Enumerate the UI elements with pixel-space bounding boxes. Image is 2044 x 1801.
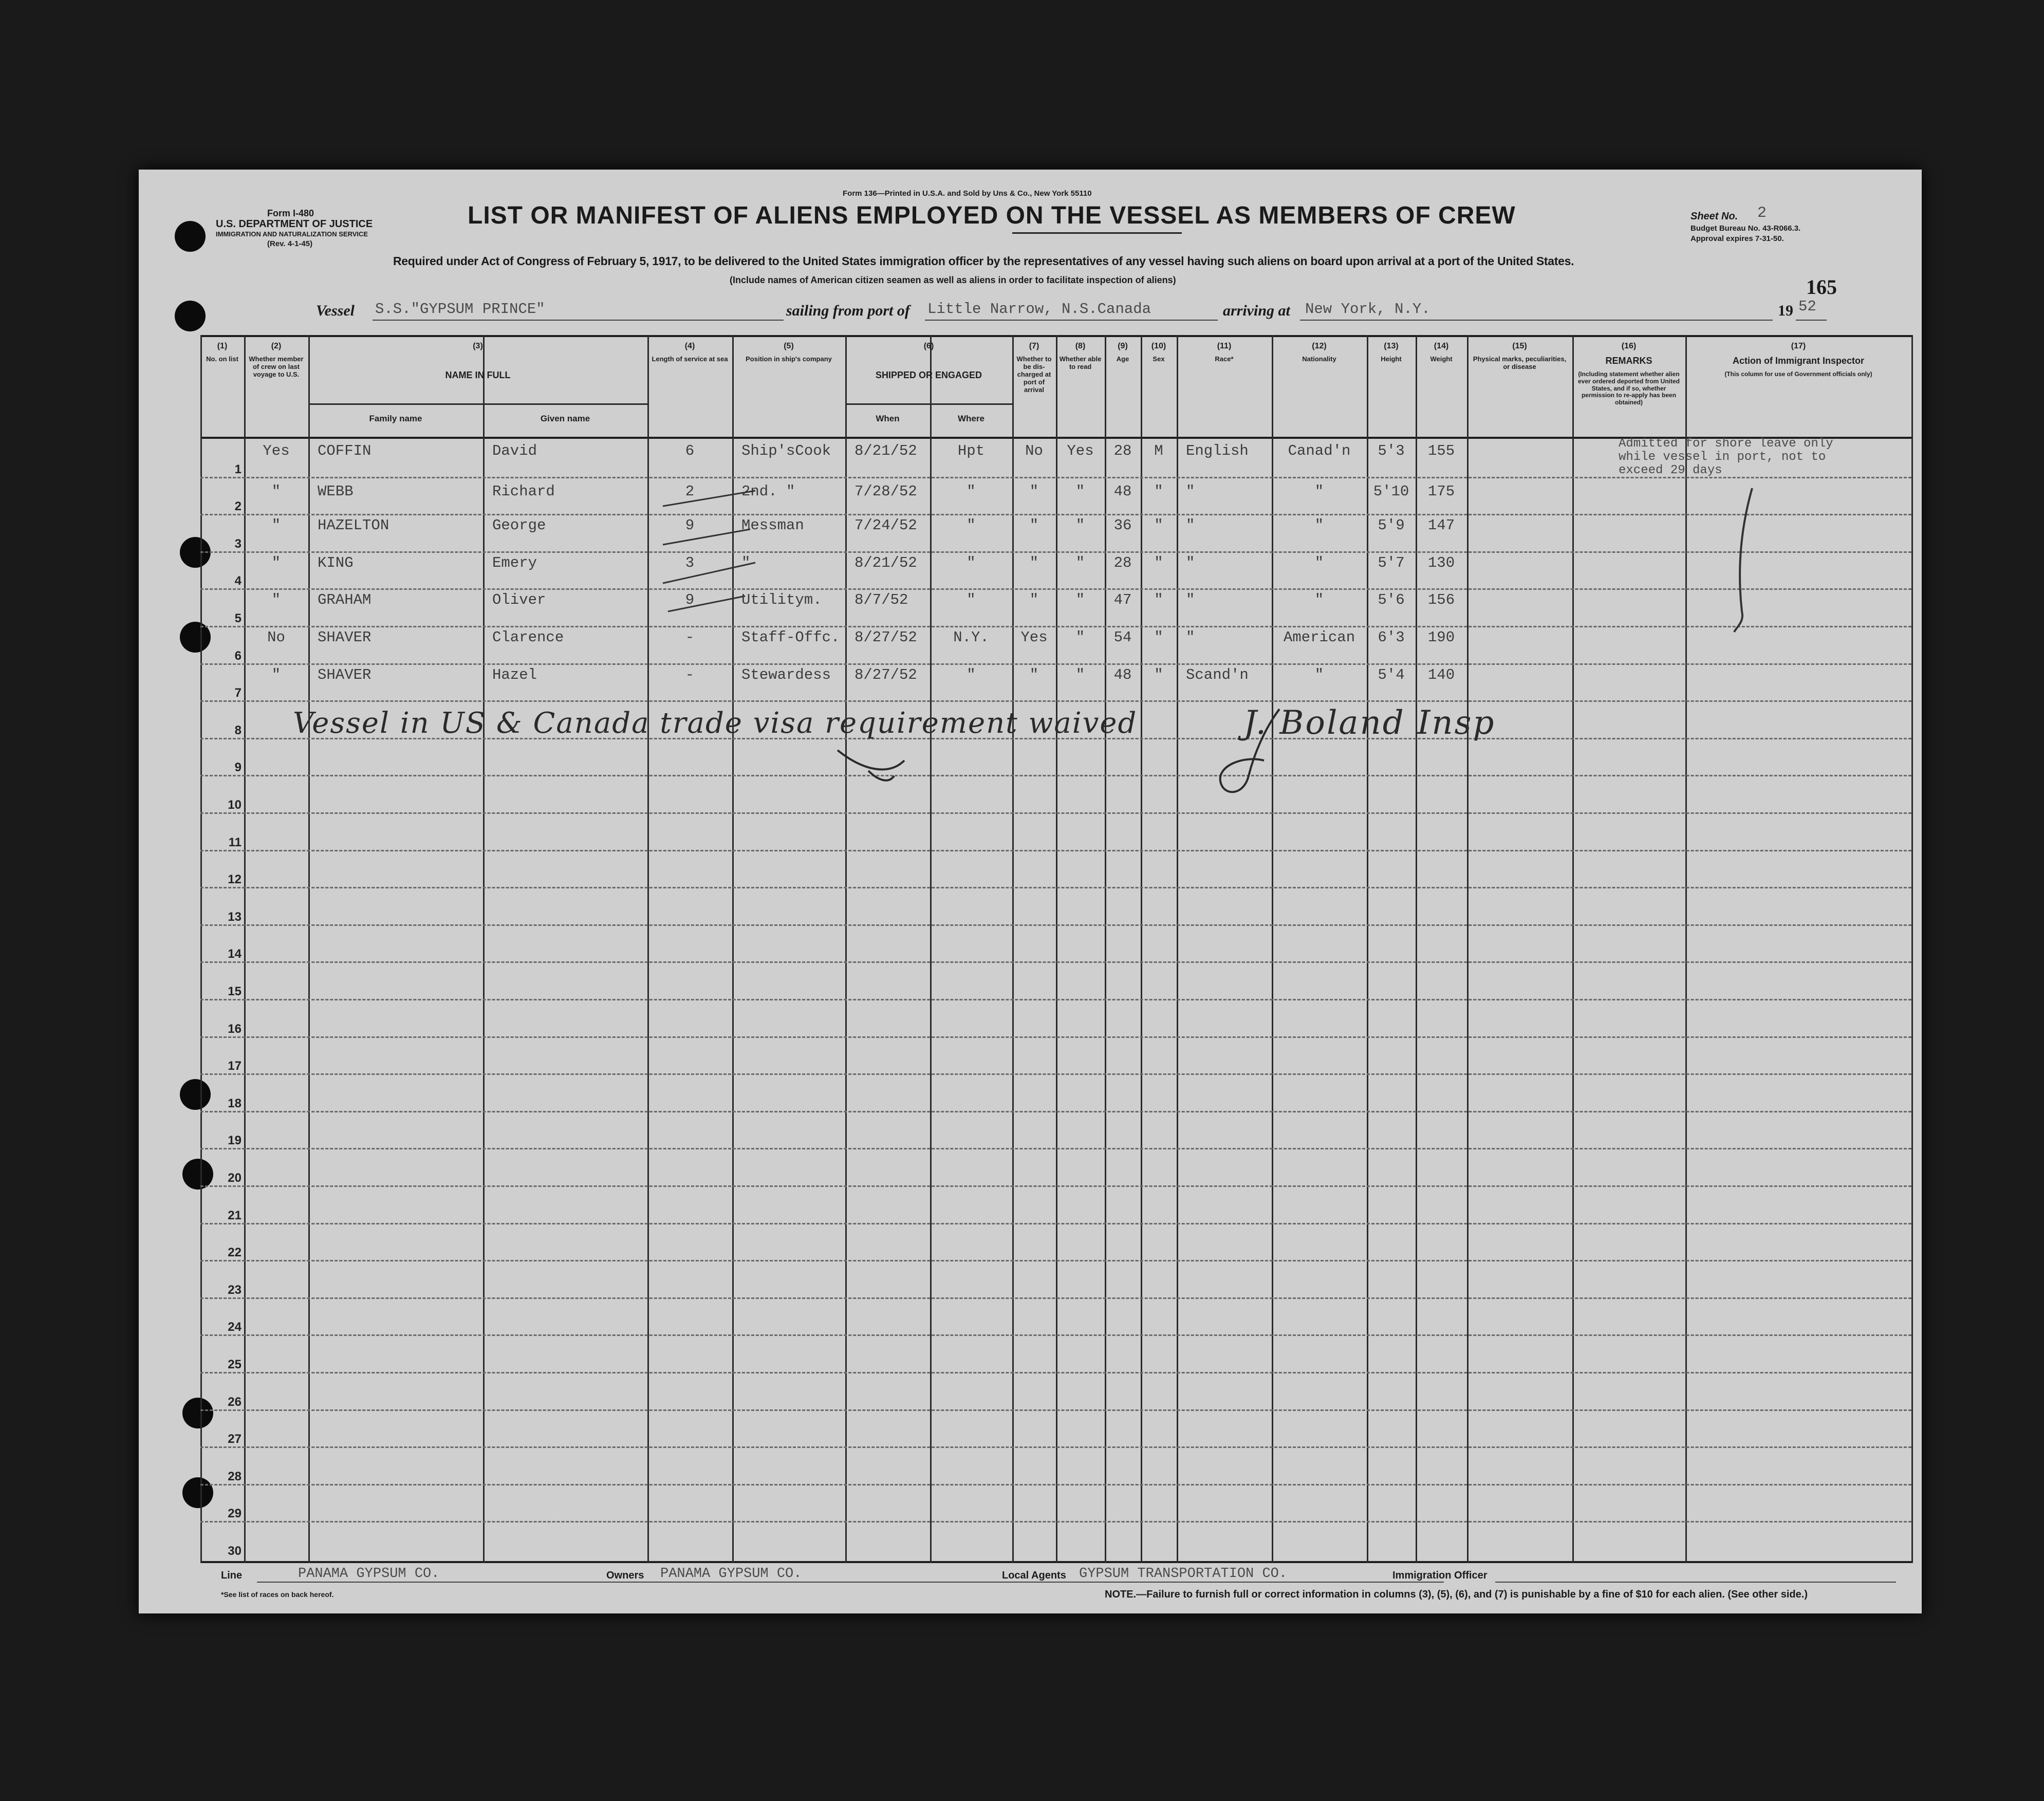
cell-position: Messman [741, 517, 804, 534]
cell-weight: 175 [1427, 482, 1455, 500]
service-column-marks [653, 447, 874, 617]
row-number: 7 [234, 686, 241, 700]
cell-service: - [685, 666, 695, 683]
row-number: 28 [228, 1469, 241, 1483]
remarks-line-3: exceed 29 days [1619, 463, 1722, 477]
cell-height: 5'4 [1378, 666, 1405, 683]
row-number: 19 [228, 1134, 241, 1148]
column-sublabel: Given name [540, 414, 590, 423]
approval-line: Approval expires 7-31-50. [1690, 234, 1784, 243]
column-number: (2) [271, 342, 282, 350]
cell-when: 8/7/52 [854, 591, 908, 609]
line-label: Line [221, 1570, 243, 1581]
cell-given: Hazel [492, 666, 537, 683]
cell-sex: " [1154, 517, 1163, 534]
cell-where: " [967, 482, 976, 500]
column-label: REMARKS [1605, 356, 1652, 366]
manifest-sheet [139, 170, 1922, 1613]
punch-hole [175, 221, 206, 252]
cell-position: Utilitym. [741, 591, 822, 609]
printer-line: Form 136—Printed in U.S.A. and Sold by Uns & Co., New York 55110 [843, 189, 1092, 198]
cell-service: 6 [685, 442, 695, 459]
row-line [200, 551, 1911, 553]
sheet-number: 2 [1757, 205, 1767, 222]
cell-age: 48 [1113, 482, 1132, 500]
column-line [1685, 335, 1687, 1563]
row-number: 20 [228, 1171, 241, 1185]
cell-discharged: " [1029, 482, 1039, 500]
cell-race: " [1186, 517, 1195, 534]
line-value: PANAMA GYPSUM CO. [298, 1566, 440, 1582]
cell-read: " [1075, 482, 1085, 500]
column-number: (3) [473, 342, 483, 350]
cell-sex: " [1154, 629, 1163, 646]
cell-when: 8/21/52 [854, 442, 917, 459]
cell-sex: M [1154, 442, 1163, 459]
cell-height: 5'3 [1378, 442, 1405, 459]
row-line [200, 887, 1911, 888]
row-number: 1 [234, 462, 241, 476]
row-number: 10 [228, 798, 241, 812]
cell-given: Clarence [492, 629, 564, 646]
cell-service: 9 [685, 591, 695, 609]
cell-where: Hpt [957, 442, 985, 459]
cell-read: " [1075, 517, 1085, 534]
column-label: NAME IN FULL [445, 370, 511, 380]
cell-age: 47 [1113, 591, 1132, 609]
stamp-number: 165 [1806, 275, 1837, 299]
cell-read: Yes [1067, 442, 1094, 459]
column-number: (9) [1118, 342, 1128, 350]
cell-prev: No [267, 629, 285, 646]
sailing-label: sailing from port of [786, 302, 910, 319]
row-line [200, 588, 1911, 590]
row-line [200, 1185, 1911, 1187]
cell-when: 8/27/52 [854, 629, 917, 646]
row-line [200, 1073, 1911, 1075]
column-label: Sex [1153, 355, 1165, 363]
cell-weight: 147 [1427, 517, 1455, 534]
cell-race: Scand'n [1186, 666, 1249, 683]
cell-nationality: " [1314, 554, 1324, 571]
column-label: Action of Immigrant Inspector [1732, 356, 1865, 366]
column-number: (7) [1029, 342, 1039, 350]
row-line [200, 1036, 1911, 1038]
cell-position: " [741, 554, 751, 571]
cell-age: 54 [1113, 629, 1132, 646]
row-number: 12 [228, 872, 241, 887]
row-number: 30 [228, 1544, 241, 1558]
column-note: (Including statement whether alien ever ordered deported from United States, and if so, whether permission to re-apply has been obtained) [1577, 370, 1680, 406]
cell-sex: " [1154, 554, 1163, 571]
row-line [200, 1409, 1911, 1411]
row-number: 8 [234, 723, 241, 737]
cell-read: " [1075, 554, 1085, 571]
cell-position: 2nd. " [741, 482, 795, 500]
row-number: 6 [234, 648, 241, 663]
departure-port: Little Narrow, N.S.Canada [927, 301, 1151, 318]
row-number: 15 [228, 985, 241, 998]
vessel-name: S.S."GYPSUM PRINCE" [375, 301, 545, 318]
column-number: (8) [1075, 342, 1086, 350]
cell-family: WEBB [318, 482, 354, 500]
inspector-signature: J. Boland Insp [1243, 704, 1496, 742]
cell-when: 8/27/52 [854, 666, 917, 683]
column-label: No. on list [206, 355, 238, 363]
row-number: 17 [228, 1059, 241, 1073]
row-line [200, 1372, 1911, 1373]
row-line [200, 812, 1911, 814]
cell-race: " [1186, 554, 1195, 571]
column-line [483, 335, 485, 1563]
cell-position: Ship'sCook [741, 442, 831, 459]
owners-label: Owners [606, 1570, 644, 1581]
column-label: Whether member of crew on last voyage to U.S. [249, 355, 304, 378]
cell-weight: 155 [1427, 442, 1455, 459]
vessel-label: Vessel [316, 302, 355, 319]
column-number: (10) [1151, 342, 1166, 350]
column-number: (1) [217, 342, 228, 350]
subheader-rule [845, 403, 1012, 405]
cell-position: Stewardess [741, 666, 831, 683]
column-label: SHIPPED OR ENGAGED [875, 370, 982, 380]
column-line [308, 335, 310, 1563]
budget-line: Budget Bureau No. 43-R066.3. [1690, 224, 1801, 233]
column-sublabel: Where [958, 414, 984, 423]
cell-family: KING [318, 554, 354, 571]
cell-family: SHAVER [318, 666, 371, 683]
column-number: (13) [1384, 342, 1399, 350]
cell-when: 8/21/52 [854, 554, 917, 571]
column-number: (14) [1434, 342, 1449, 350]
row-number: 21 [228, 1208, 241, 1222]
department: U.S. DEPARTMENT OF JUSTICE [216, 218, 373, 230]
row-line [200, 663, 1911, 665]
sheet-label: Sheet No. [1690, 211, 1738, 222]
cell-weight: 156 [1427, 591, 1455, 609]
owners-value: PANAMA GYPSUM CO. [660, 1566, 802, 1582]
cell-height: 5'6 [1378, 591, 1405, 609]
cell-service: 9 [685, 517, 695, 534]
row-line [200, 514, 1911, 515]
cell-weight: 140 [1427, 666, 1455, 683]
column-label: Whether able to read [1059, 355, 1102, 370]
cell-where: " [967, 591, 976, 609]
handwritten-visa-note: Vessel in US & Canada trade visa requirement waived [293, 707, 1138, 740]
cell-where: " [967, 554, 976, 571]
signature-loop [1213, 699, 1295, 802]
cell-prev: " [271, 666, 281, 683]
column-line [1177, 335, 1178, 1563]
cell-race: " [1186, 629, 1195, 646]
row-number: 2 [234, 499, 241, 514]
cell-discharged: " [1029, 591, 1039, 609]
column-line [1572, 335, 1574, 1563]
cell-nationality: " [1314, 591, 1324, 609]
year-prefix: 19 [1778, 302, 1793, 319]
penalty-note: NOTE.—Failure to furnish full or correct information in columns (3), (5), (6), and (7) is punishable by a fine of $10 for each alien. (See other side.) [1105, 1589, 1808, 1600]
arrival-port: New York, N.Y. [1305, 301, 1430, 318]
cell-weight: 190 [1427, 629, 1455, 646]
cell-discharged: Yes [1020, 629, 1048, 646]
cell-age: 36 [1113, 517, 1132, 534]
cell-discharged: " [1029, 554, 1039, 571]
row-line [200, 961, 1911, 963]
column-number: (17) [1791, 342, 1806, 350]
row-line [200, 999, 1911, 1000]
cell-prev: " [271, 482, 281, 500]
row-number: 5 [234, 611, 241, 625]
cell-where: N.Y. [953, 629, 989, 646]
row-number: 26 [228, 1395, 241, 1409]
column-label: Weight [1430, 355, 1453, 363]
cell-read: " [1075, 666, 1085, 683]
cell-discharged: No [1025, 442, 1043, 459]
row-number: 29 [228, 1507, 241, 1521]
form-title: LIST OR MANIFEST OF ALIENS EMPLOYED ON THE VESSEL AS MEMBERS OF CREW [468, 202, 1516, 229]
row-line [200, 1521, 1911, 1523]
arriving-label: arriving at [1223, 302, 1290, 319]
cell-given: Richard [492, 482, 555, 500]
column-number: (6) [923, 342, 934, 350]
row-number: 23 [228, 1283, 241, 1297]
cell-family: SHAVER [318, 629, 371, 646]
row-line [200, 775, 1911, 776]
row-number: 16 [228, 1022, 241, 1036]
cell-discharged: " [1029, 666, 1039, 683]
cell-height: 6'3 [1378, 629, 1405, 646]
cell-nationality: " [1314, 517, 1324, 534]
cell-service: 2 [685, 482, 695, 500]
column-label: Length of service at sea [652, 355, 728, 363]
cell-where: " [967, 666, 976, 683]
row-number: 11 [228, 835, 241, 849]
cell-given: George [492, 517, 546, 534]
column-number: (16) [1621, 342, 1637, 350]
cell-given: Emery [492, 554, 537, 571]
form-subtitle-2: (Include names of American citizen seamen as well as aliens in order to facilitate inspection of aliens) [730, 275, 1176, 285]
agents-label: Local Agents [1002, 1570, 1066, 1581]
cell-nationality: American [1283, 629, 1355, 646]
row-line [200, 1484, 1911, 1486]
form-rev: (Rev. 4-1-45) [267, 239, 313, 248]
column-line [200, 335, 202, 1563]
row-line [200, 1260, 1911, 1261]
column-sublabel: When [876, 414, 900, 423]
cell-where: " [967, 517, 976, 534]
column-label: Nationality [1302, 355, 1336, 363]
form-subtitle: Required under Act of Congress of February 5, 1917, to be delivered to the United States immigration officer by the representatives of any vessel having such aliens on board upon arrival at a port of the United States. [393, 254, 1574, 268]
cell-weight: 130 [1427, 554, 1455, 571]
column-label: Physical marks, peculiarities, or disease [1473, 355, 1567, 370]
row-line [200, 924, 1911, 926]
cell-race: " [1186, 482, 1195, 500]
cell-read: " [1075, 629, 1085, 646]
row-line [200, 1223, 1911, 1224]
cell-family: HAZELTON [318, 517, 389, 534]
cell-sex: " [1154, 482, 1163, 500]
agents-value: GYPSUM TRANSPORTATION CO. [1079, 1566, 1288, 1582]
column-label: Position in ship's company [746, 355, 832, 363]
row-line [200, 700, 1911, 702]
cell-race: English [1186, 442, 1249, 459]
cell-when: 7/28/52 [854, 482, 917, 500]
row-number: 24 [228, 1320, 241, 1334]
column-number: (4) [684, 342, 695, 350]
row-line [200, 626, 1911, 627]
row-line [200, 1111, 1911, 1112]
column-line [1467, 335, 1469, 1563]
cell-age: 28 [1113, 442, 1132, 459]
cell-height: 5'9 [1378, 517, 1405, 534]
column-number: (15) [1512, 342, 1527, 350]
cell-given: David [492, 442, 537, 459]
cell-race: " [1186, 591, 1195, 609]
column-number: (11) [1217, 342, 1232, 350]
column-label: Whether to be dis-charged at port of arrival [1016, 355, 1052, 394]
row-number: 14 [228, 947, 241, 961]
cell-nationality: Canad'n [1288, 442, 1351, 459]
column-label: Age [1116, 355, 1129, 363]
column-number: (12) [1312, 342, 1327, 350]
punch-hole [175, 301, 206, 331]
column-label: Height [1381, 355, 1402, 363]
cell-family: COFFIN [318, 442, 371, 459]
remarks-line-1: Admitted for shore leave only [1619, 437, 1833, 451]
cell-nationality: " [1314, 482, 1324, 500]
inspector-bracket [1726, 483, 1768, 637]
cell-nationality: " [1314, 666, 1324, 683]
row-number: 27 [228, 1432, 241, 1446]
service: IMMIGRATION AND NATURALIZATION SERVICE [216, 230, 368, 238]
row-number: 9 [234, 760, 241, 775]
cell-discharged: " [1029, 517, 1039, 534]
row-line [200, 850, 1911, 851]
cell-service: - [685, 629, 695, 646]
races-note: *See list of races on back hereof. [221, 1590, 334, 1599]
remarks-line-2: while vessel in port, not to [1619, 450, 1826, 464]
cell-sex: " [1154, 591, 1163, 609]
column-line [1911, 335, 1913, 1563]
row-number: 13 [228, 909, 241, 924]
column-label: Race* [1215, 355, 1234, 363]
cell-position: Staff-Offc. [741, 629, 840, 646]
row-line [200, 1297, 1911, 1299]
cell-prev: " [271, 554, 281, 571]
cell-prev: " [271, 591, 281, 609]
officer-label: Immigration Officer [1392, 1570, 1488, 1581]
cell-age: 28 [1113, 554, 1132, 571]
row-number: 25 [228, 1358, 241, 1371]
cell-prev: " [271, 517, 281, 534]
cell-given: Oliver [492, 591, 546, 609]
cell-service: 3 [685, 554, 695, 571]
cell-when: 7/24/52 [854, 517, 917, 534]
cell-read: " [1075, 591, 1085, 609]
voyage-year: 52 [1798, 298, 1816, 315]
cell-family: GRAHAM [318, 591, 371, 609]
subheader-rule [308, 403, 647, 405]
cell-age: 48 [1113, 666, 1132, 683]
row-number: 22 [228, 1246, 241, 1260]
row-number: 18 [228, 1096, 241, 1110]
row-number: 4 [234, 574, 241, 588]
title-underline [1012, 232, 1182, 234]
form-number: Form I-480 [267, 208, 314, 218]
cell-height: 5'10 [1373, 482, 1409, 500]
cell-prev: Yes [263, 442, 290, 459]
row-number: 3 [234, 536, 241, 551]
row-line [200, 1148, 1911, 1149]
cell-sex: " [1154, 666, 1163, 683]
row-line [200, 1446, 1911, 1448]
column-number: (5) [784, 342, 794, 350]
handwritten-flourish [832, 740, 935, 786]
cell-height: 5'7 [1378, 554, 1405, 571]
column-note: (This column for use of Government officials only) [1724, 370, 1872, 378]
column-sublabel: Family name [369, 414, 422, 423]
row-line [200, 1334, 1911, 1336]
